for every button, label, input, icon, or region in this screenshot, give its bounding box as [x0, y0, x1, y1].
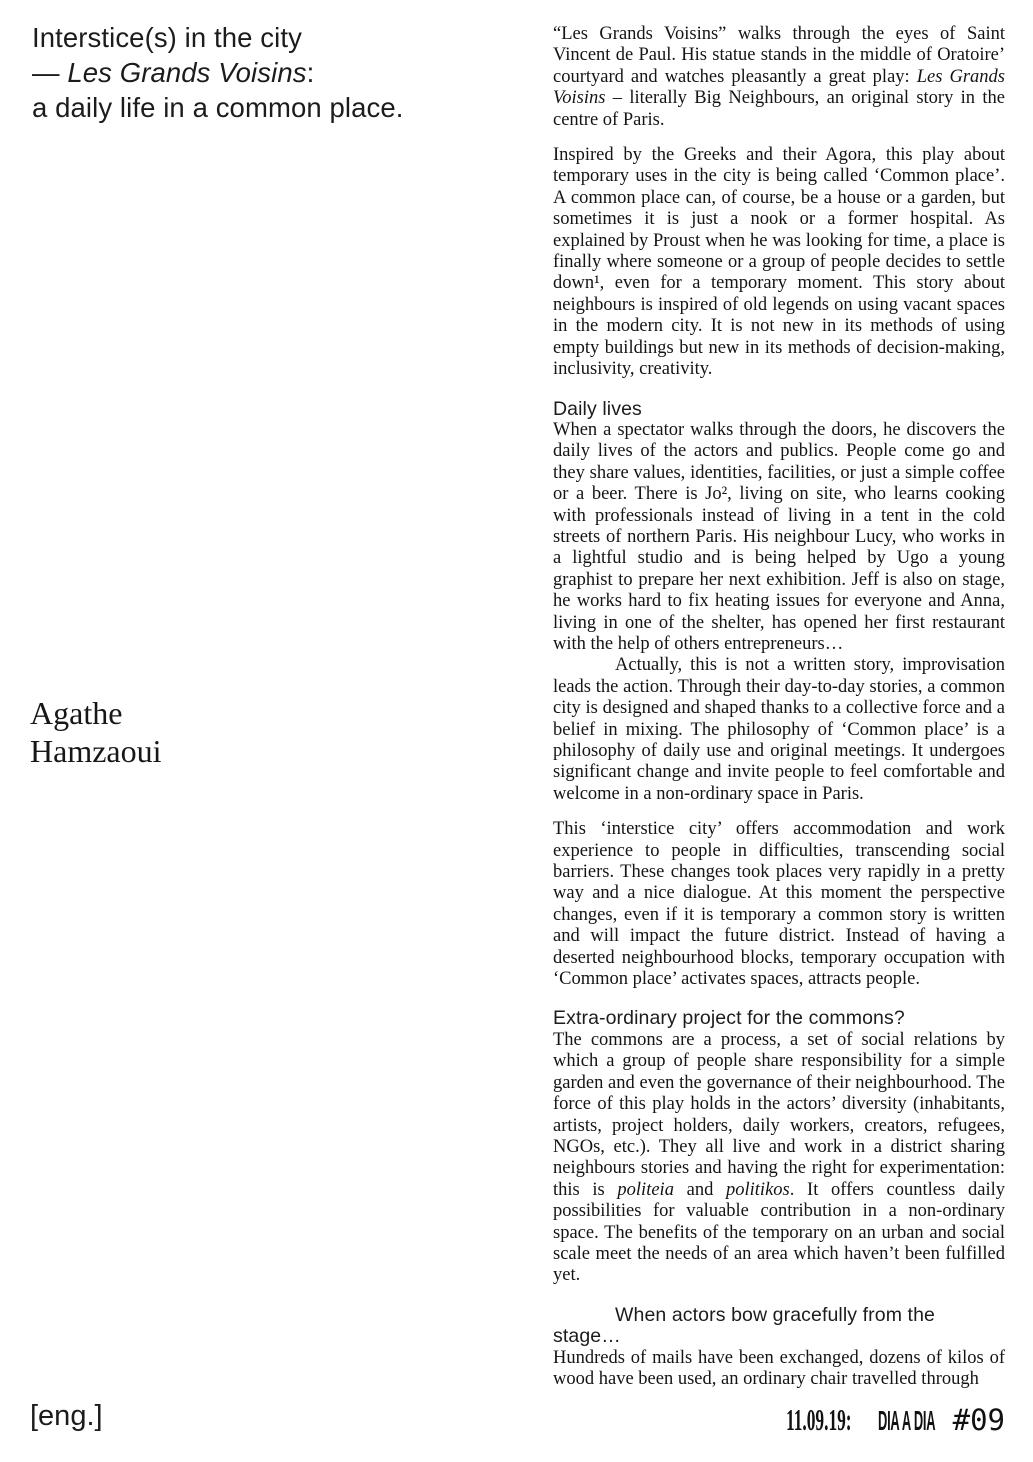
title-line-1: Interstice(s) in the city: [32, 22, 302, 53]
issue-number: #09: [952, 1403, 1005, 1437]
paragraph-interstice: This ‘interstice city’ offers accommodation and work experience to people in difficulties, transcending social barriers. These changes took places very rapidly in a pretty way and a nice dialogue. At this moment the perspective changes, even if it is temporary a common story is written and will impact the future district. Instead of having a deserted neighbourhood blocks, temporary occupation with ‘Common place’ activates spaces, attracts people.: [553, 819, 1005, 990]
author-first-name: Agathe: [30, 695, 123, 731]
paragraph-intro: “Les Grands Voisins” walks through the eyes of Saint Vincent de Paul. His statue stands in the middle of Oratoire’ courtyard and watches pleasantly a great play: Les Grands Voisins – literally Big Neighbours, an original story in the centre of Paris.: [553, 24, 1005, 130]
paragraph-spectator: When a spectator walks through the doors, he discovers the daily lives of the actors and publics. People come go and they share values, identities, facilities, or just a simple coffee or a beer. There is Jo², living on site, who learns cooking with professionals instead of living in a tent in the cold streets of northern Paris. His neighbour Lucy, who works in a lightful studio and is being helped by Ugo a young graphist to prepare her next exhibition. Jeff is also on stage, he works hard to fix heating issues for everyone and Anna, living in one of the shelter, has opened her first restaurant with the help of others entrepreneurs…: [553, 419, 1005, 654]
title-line-3: a daily life in a common place.: [32, 92, 404, 123]
article-title: [32, 20, 403, 125]
publication-name: DIA A DIA: [877, 1405, 935, 1436]
paragraph-commons: The commons are a process, a set of social relations by which a group of people share responsibility for a simple garden and even the governance of their neighbourhood. The force of this play holds in the actors’ diversity (inhabitants, artists, project holders, daily workers, creators, refugees, NGOs, etc.). They all live and work in a district sharing neighbours stories and having the right for experimentation: this is politeia and politikos. It offers countless daily possibilities for valuable contribution in a non-ordinary space. The benefits of the temporary on an urban and social scale meet the needs of an area which haven’t been fulfilled yet.: [553, 1029, 1006, 1286]
author-name: [30, 694, 162, 770]
paragraph-hundreds: Hundreds of mails have been exchanged, dozens of kilos of wood have been used, an ordinary chair travelled through: [553, 1347, 1005, 1389]
language-tag: [eng.]: [30, 1400, 103, 1432]
section-heading-daily-lives: Daily lives: [553, 397, 642, 420]
author-last-name: Hamzaoui: [30, 733, 162, 769]
paragraph-actually: Actually, this is not a written story, improvisation leads the action. Through their day-to-day stories, a common city is designed and shaped thanks to a collective force and a belief in mixing. The philosophy of ‘Common place’ is a philosophy of daily use and original meetings. It undergoes significant change and invite people to feel comfortable and welcome in a non-ordinary space in Paris.: [553, 655, 1005, 804]
issue-date-wrap: [786, 1402, 874, 1438]
title-line-2: — Les Grands Voisins:: [32, 57, 315, 88]
article-body: [553, 24, 1005, 1390]
issue-date: 11.09.19:: [785, 1402, 852, 1437]
issue-line: [786, 1402, 1005, 1438]
section-heading-actors-bow: When actors bow gracefully from the stage…: [553, 1303, 935, 1348]
section-heading-commons: Extra-ordinary project for the commons?: [553, 1007, 905, 1030]
publication-name-wrap: [878, 1405, 948, 1437]
paragraph-inspired: Inspired by the Greeks and their Agora, this play about temporary uses in the city is being called ‘Common place’. A common place can, of course, be a house or a garden, but sometimes it is just a nook or a former hospital. As explained by Proust when he was looking for time, a place is finally where someone or a group of people decides to settle down¹, even for a temporary moment. This story about neighbours is inspired of old legends on using vacant spaces in the modern city. It is not new in its methods of using empty buildings but new in its methods of decision-making, inclusivity, creativity.: [553, 145, 1005, 380]
